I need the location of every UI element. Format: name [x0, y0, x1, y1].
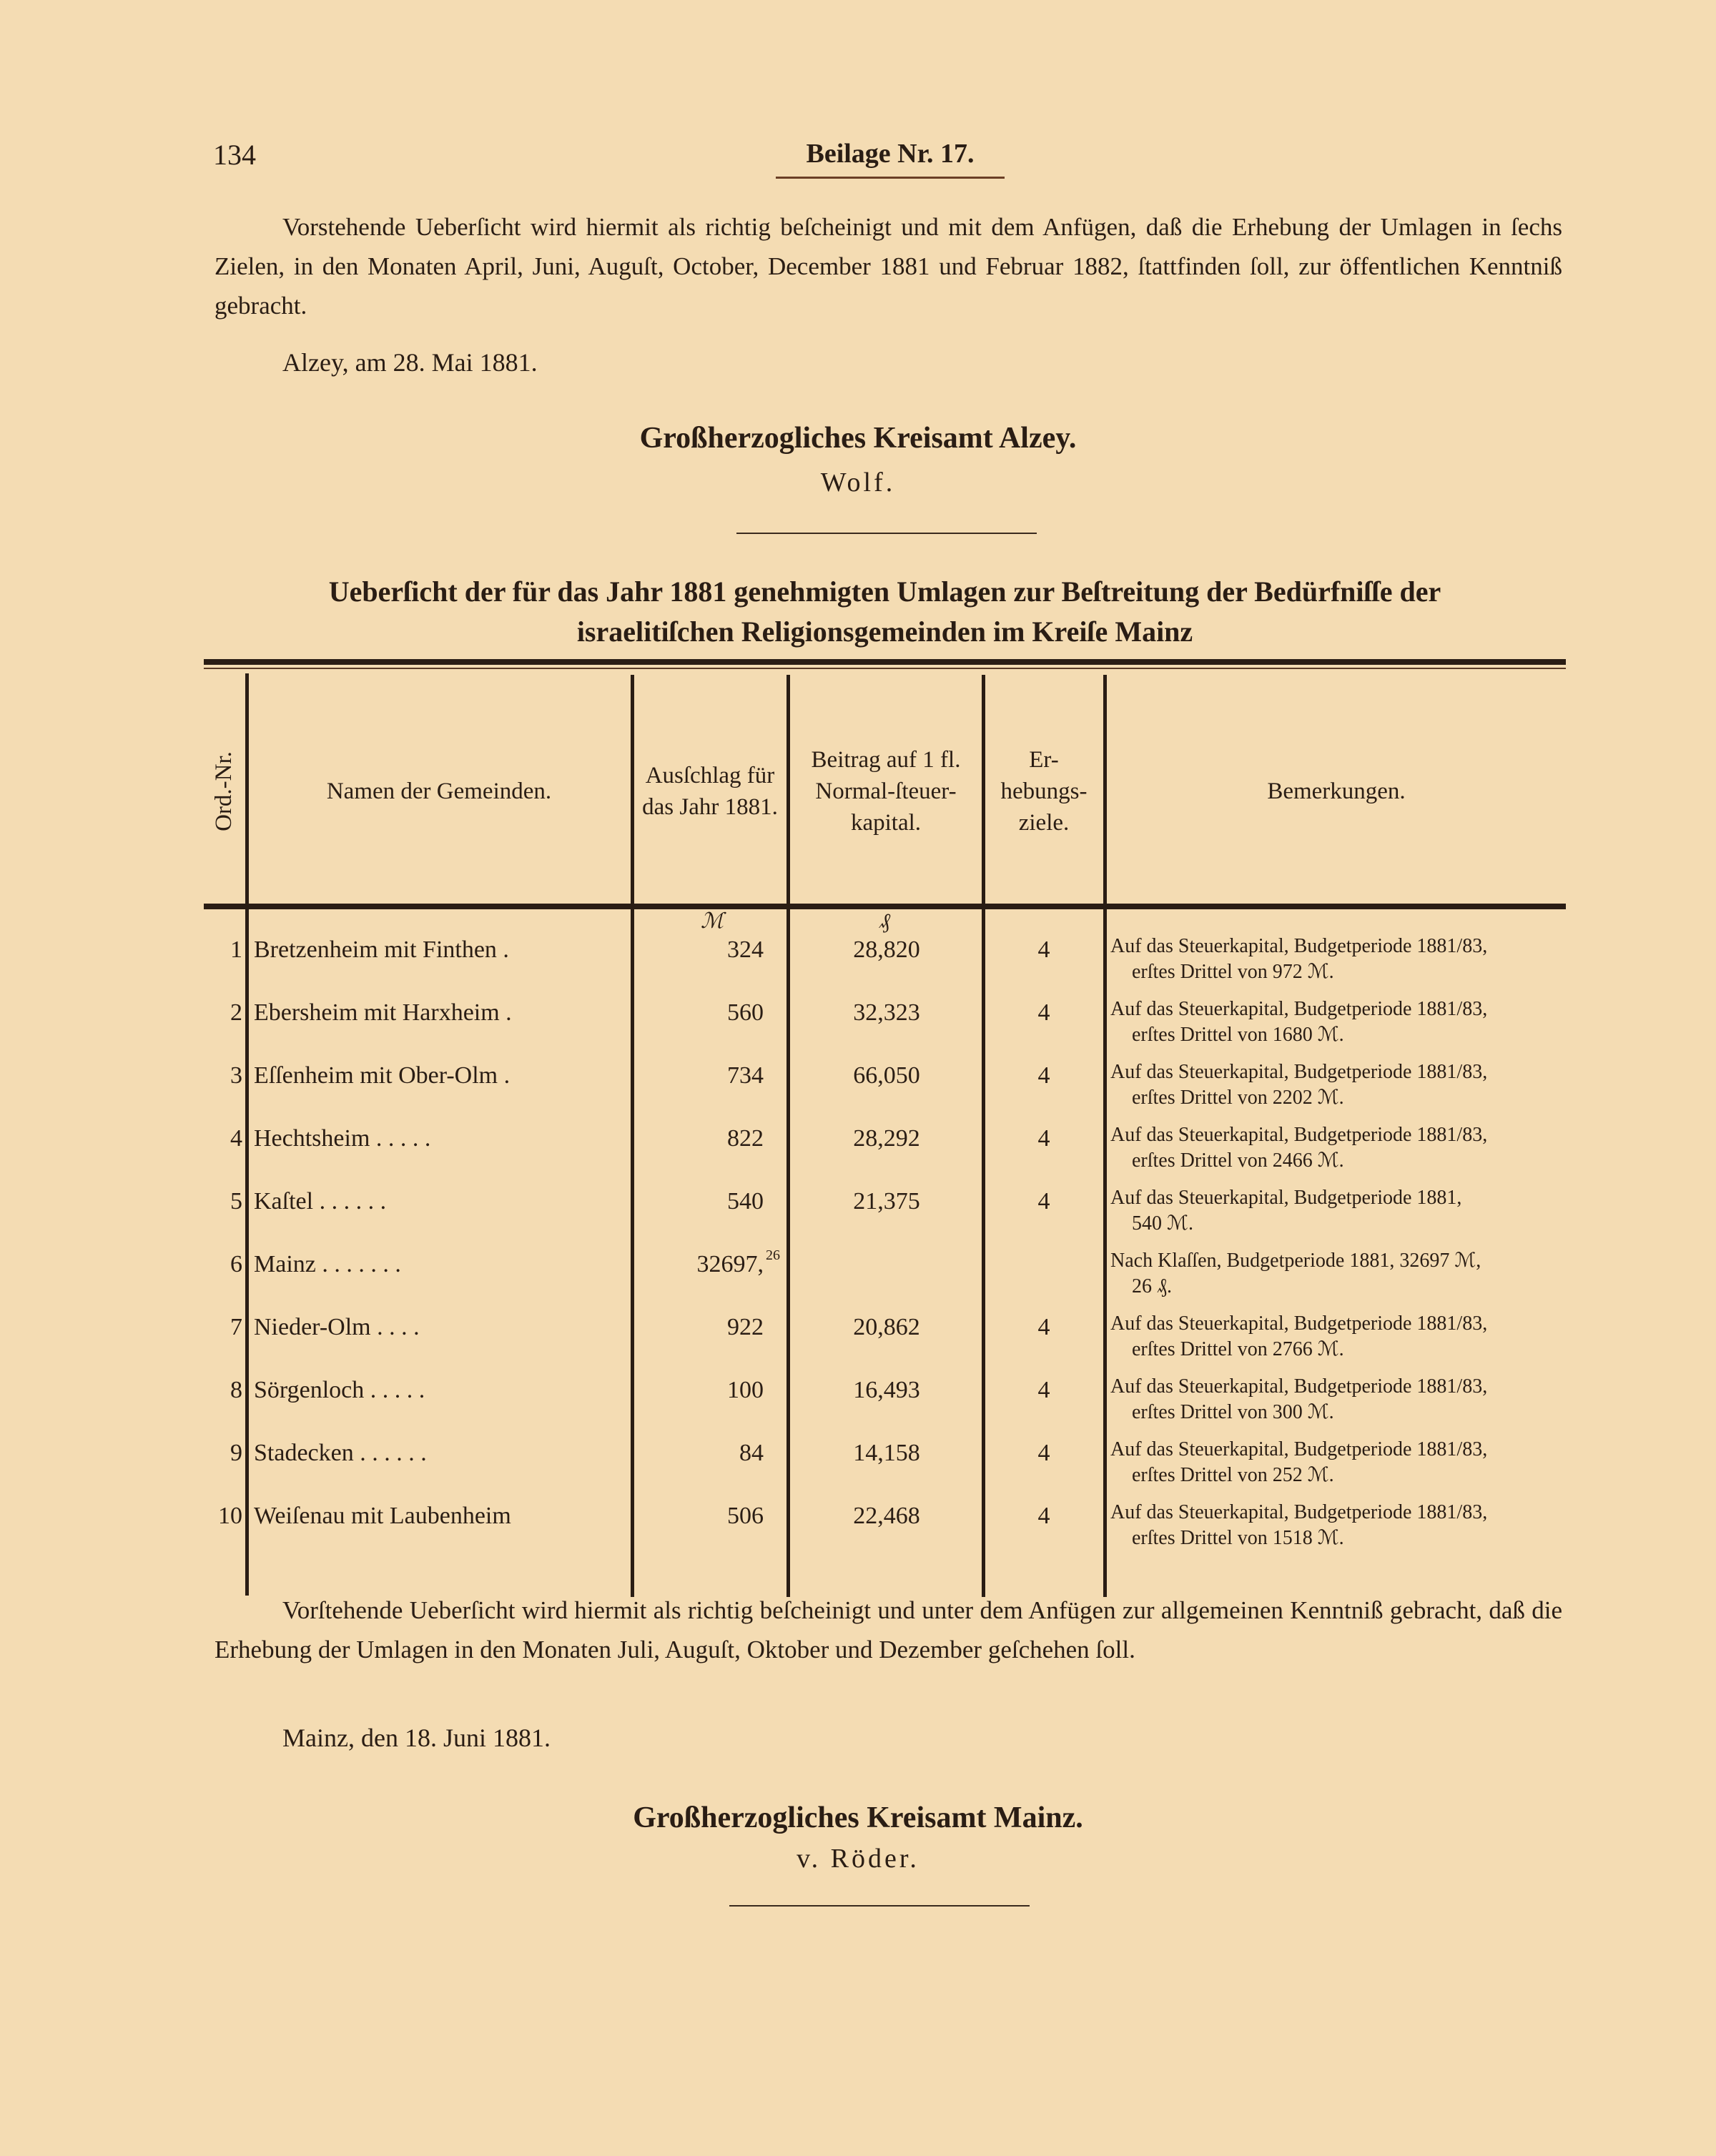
remarks-line-2: erſtes Drittel von 2202 ℳ. — [1132, 1087, 1344, 1109]
remarks-line-2: erſtes Drittel von 2466 ℳ. — [1132, 1149, 1344, 1172]
municipality-name: Ebersheim mit Harxheim . — [254, 999, 512, 1026]
levy-amount: 560 — [727, 999, 764, 1026]
row-number: 5 — [230, 1188, 242, 1215]
levy-amount: 84 — [739, 1440, 764, 1466]
table-row — [204, 929, 1566, 992]
collection-installments: 4 — [1037, 1314, 1050, 1340]
remarks — [1110, 1248, 1562, 1300]
remarks-line-1: Auf das Steuerkapital, Budgetperiode 1881/83, — [1110, 935, 1488, 957]
remarks-line-1: Auf das Steuerkapital, Budgetperiode 1881/83, — [1110, 1312, 1488, 1335]
table-top-thin-rule — [204, 668, 1566, 669]
remarks-line-2: erſtes Drittel von 300 ℳ. — [1132, 1401, 1334, 1423]
table-title-line-1: Ueberſicht der für das Jahr 1881 genehmigten Umlagen zur Beſtreitung der Bedürfniſſe der — [328, 575, 1441, 608]
remarks-line-2: erſtes Drittel von 252 ℳ. — [1132, 1464, 1334, 1486]
remarks — [1110, 1059, 1562, 1111]
levy-amount: 32697, — [696, 1251, 764, 1277]
remarks-line-2: 26 ₰. — [1132, 1275, 1172, 1297]
rate-per-florin: 16,493 — [853, 1377, 920, 1403]
alzey-authority: Großherzogliches Kreisamt Alzey. — [639, 422, 1077, 455]
table-row — [204, 1181, 1566, 1244]
table-top-rule — [204, 659, 1566, 665]
remarks-line-1: Auf das Steuerkapital, Budgetperiode 1881/83, — [1110, 998, 1488, 1020]
table-row — [204, 992, 1566, 1055]
row-number: 8 — [230, 1377, 242, 1403]
header-bottom-rule — [204, 904, 1566, 909]
rate-per-florin: 14,158 — [853, 1440, 920, 1466]
municipality-name: Weiſenau mit Laubenheim — [254, 1503, 511, 1529]
municipality-name: Stadecken . . . . . . — [254, 1440, 427, 1466]
municipality-name: Eſſenheim mit Ober-Olm . — [254, 1062, 511, 1089]
row-number: 3 — [230, 1062, 242, 1089]
remarks-line-2: erſtes Drittel von 1680 ℳ. — [1132, 1024, 1344, 1046]
row-number: 9 — [230, 1440, 242, 1466]
levy-amount: 100 — [727, 1377, 764, 1403]
table-row — [204, 1307, 1566, 1370]
remarks — [1110, 1437, 1562, 1488]
remarks-line-2: erſtes Drittel von 1518 ℳ. — [1132, 1527, 1344, 1549]
remarks-line-1: Auf das Steuerkapital, Budgetperiode 1881/83, — [1110, 1501, 1488, 1523]
header-name: Namen der Gemeinden. — [326, 778, 552, 804]
header-ord-nr — [204, 681, 244, 902]
remarks-line-1: Auf das Steuerkapital, Budgetperiode 1881/83, — [1110, 1124, 1488, 1146]
table-row — [204, 1055, 1566, 1118]
mainz-signatory: v. Röder. — [797, 1844, 919, 1874]
header-bemerkungen: Bemerkungen. — [1267, 778, 1406, 804]
page-number: 134 — [213, 139, 256, 171]
remarks-line-1: Nach Klaſſen, Budgetperiode 1881, 32697 ℳ, — [1110, 1250, 1481, 1272]
closing-divider — [729, 1905, 1030, 1907]
row-number: 4 — [230, 1125, 242, 1152]
collection-installments: 4 — [1037, 936, 1050, 963]
unit-pfennig: ₰ — [879, 909, 890, 933]
municipality-name: Bretzenheim mit Finthen . — [254, 936, 509, 963]
mainz-authority: Großherzogliches Kreisamt Mainz. — [633, 1801, 1083, 1834]
remarks — [1110, 1122, 1562, 1174]
municipality-name: Sörgenloch . . . . . — [254, 1377, 425, 1403]
levy-amount: 324 — [727, 936, 764, 963]
table-row — [204, 1495, 1566, 1558]
levy-amount: 540 — [727, 1188, 764, 1215]
table-row — [204, 1433, 1566, 1495]
collection-installments: 4 — [1037, 1062, 1050, 1089]
header-beitrag: Beitrag auf 1 fl. Normal-ſteuer-kapital. — [811, 747, 961, 836]
rate-per-florin: 66,050 — [853, 1062, 920, 1089]
alzey-dateline: Alzey, am 28. Mai 1881. — [282, 348, 538, 377]
levy-amount: 922 — [727, 1314, 764, 1340]
rate-per-florin: 21,375 — [853, 1188, 920, 1215]
rate-per-florin: 28,820 — [853, 936, 920, 963]
header-ord-nr-label: Ord.-Nr. — [211, 751, 237, 831]
supplement-heading: Beilage Nr. 17. — [806, 139, 975, 169]
municipality-name: Nieder-Olm . . . . — [254, 1314, 420, 1340]
collection-installments: 4 — [1037, 1125, 1050, 1152]
remarks-line-2: erſtes Drittel von 2766 ℳ. — [1132, 1338, 1344, 1360]
remarks — [1110, 1374, 1562, 1425]
remarks — [1110, 1500, 1562, 1551]
collection-installments: 4 — [1037, 999, 1050, 1026]
collection-installments: 4 — [1037, 1377, 1050, 1403]
remarks — [1110, 1311, 1562, 1363]
row-number: 10 — [218, 1503, 242, 1529]
heading-underline — [776, 177, 1005, 179]
row-number: 2 — [230, 999, 242, 1026]
remarks — [1110, 934, 1562, 985]
alzey-signatory: Wolf. — [820, 468, 896, 498]
remarks-line-2: erſtes Drittel von 972 ℳ. — [1132, 961, 1334, 983]
header-erhebung: Er-hebungs-ziele. — [1000, 747, 1088, 836]
mainz-dateline: Mainz, den 18. Juni 1881. — [282, 1724, 551, 1752]
levy-amount-pfennig: 26 — [766, 1247, 780, 1263]
remarks-line-1: Auf das Steuerkapital, Budgetperiode 1881/83, — [1110, 1061, 1488, 1083]
section-divider — [736, 533, 1037, 534]
remarks-line-1: Auf das Steuerkapital, Budgetperiode 1881/83, — [1110, 1438, 1488, 1460]
collection-installments: 4 — [1037, 1440, 1050, 1466]
municipality-name: Mainz . . . . . . . — [254, 1251, 401, 1277]
row-number: 7 — [230, 1314, 242, 1340]
remarks-line-1: Auf das Steuerkapital, Budgetperiode 1881/83, — [1110, 1375, 1488, 1398]
remarks-line-1: Auf das Steuerkapital, Budgetperiode 1881, — [1110, 1187, 1462, 1209]
rate-per-florin: 32,323 — [853, 999, 920, 1026]
rate-per-florin: 28,292 — [853, 1125, 920, 1152]
remarks — [1110, 997, 1562, 1048]
remarks-line-2: 540 ℳ. — [1132, 1212, 1193, 1235]
levy-amount: 822 — [727, 1125, 764, 1152]
table-row — [204, 1244, 1566, 1307]
levy-amount: 506 — [727, 1503, 764, 1529]
unit-mark: ℳ — [701, 909, 724, 933]
table-row — [204, 1370, 1566, 1433]
collection-installments: 4 — [1037, 1503, 1050, 1529]
remarks — [1110, 1185, 1562, 1237]
mainz-certification-paragraph: Vorſtehende Ueberſicht wird hiermit als richtig beſcheinigt und unter dem Anfügen zur allgemeinen Kenntniß gebracht, daß die Erhebung der Umlagen in den Monaten Juli, Auguſt, Oktober und Dezember geſchehen ſoll. — [214, 1596, 1562, 1663]
row-number: 1 — [230, 936, 242, 963]
collection-installments: 4 — [1037, 1188, 1050, 1215]
levy-amount: 734 — [727, 1062, 764, 1089]
rate-per-florin: 22,468 — [853, 1503, 920, 1529]
row-number: 6 — [230, 1251, 242, 1277]
municipality-name: Hechtsheim . . . . . — [254, 1125, 431, 1152]
table-title-line-2: israelitiſchen Religionsgemeinden im Kreiſe Mainz — [576, 615, 1193, 648]
table-title — [204, 572, 1566, 652]
rate-per-florin: 20,862 — [853, 1314, 920, 1340]
header-ausschlag: Ausſchlag für das Jahr 1881. — [642, 763, 778, 820]
municipality-name: Kaſtel . . . . . . — [254, 1188, 387, 1215]
alzey-certification-paragraph: Vorstehende Ueberſicht wird hiermit als richtig beſcheinigt und mit dem Anfügen, daß die Erhebung der Umlagen in ſechs Zielen, in den Monaten April, Juni, Auguſt, October, December 1881 und Februar 1882, ſtattfinden ſoll, zur öffentlichen Kenntniß gebracht. — [214, 213, 1562, 320]
table-row — [204, 1118, 1566, 1181]
